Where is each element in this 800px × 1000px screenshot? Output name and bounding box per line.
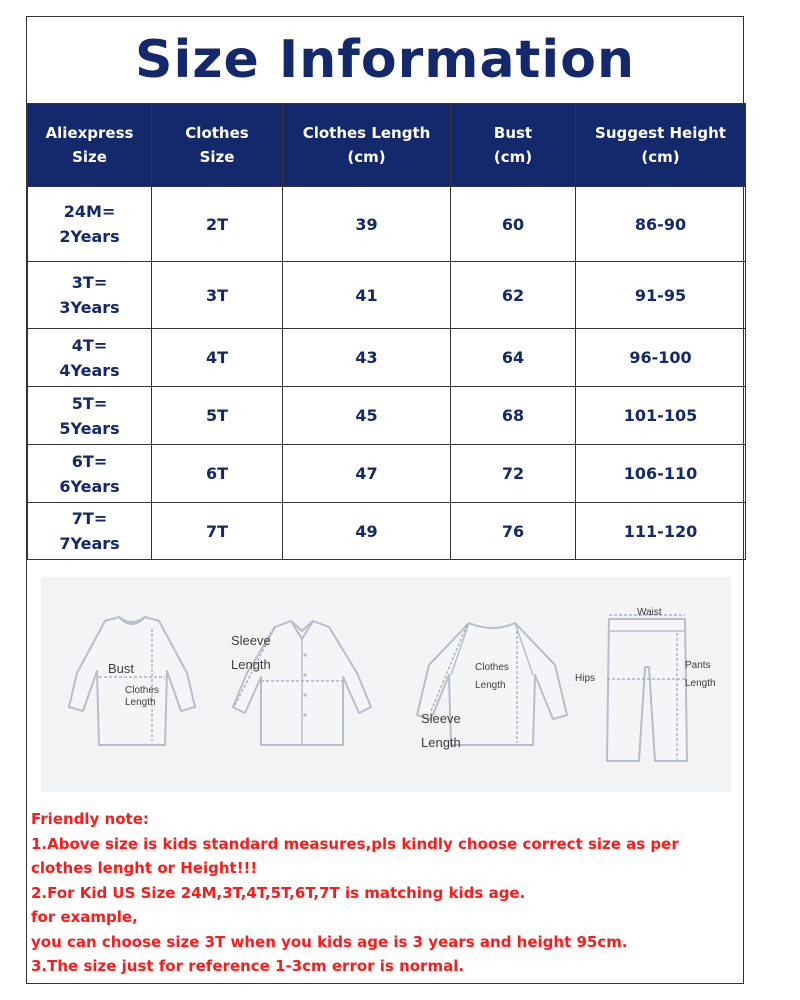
note-line-5: 3.The size just for reference 1-3cm error is normal.: [31, 957, 465, 975]
measurement-illustration: [41, 577, 731, 792]
note-line-1b: clothes lenght or Height!!!: [31, 859, 258, 877]
note-line-4: you can choose size 3T when you kids age is 3 years and height 95cm.: [31, 932, 628, 951]
cell-clothes-length: 39: [283, 187, 451, 262]
size-table: [27, 103, 746, 560]
header-suggest-height: Suggest Height (cm): [576, 104, 746, 187]
note-heading: Friendly note:: [31, 810, 149, 828]
cell-clothes-length: 43: [283, 329, 451, 387]
label-clothes-length-2: Clothes Length: [475, 662, 509, 691]
table-header-row: [28, 104, 746, 187]
table-row: [28, 187, 746, 262]
cell-aliexpress-size: 24M= 2Years: [28, 187, 152, 262]
cell-bust: 62: [451, 262, 576, 329]
cell-suggest-height: 91-95: [576, 262, 746, 329]
header-clothes-size: Clothes Size: [152, 104, 283, 187]
header-bust: Bust (cm): [451, 104, 576, 187]
cell-aliexpress-size: 3T= 3Years: [28, 262, 152, 329]
cell-bust: 64: [451, 329, 576, 387]
cell-clothes-size: 7T: [152, 503, 283, 560]
cell-bust: 72: [451, 445, 576, 503]
note-line-3: for example,: [31, 908, 138, 926]
cell-clothes-size: 6T: [152, 445, 283, 503]
cell-clothes-length: 41: [283, 262, 451, 329]
page-title: Size Information: [135, 30, 635, 90]
label-waist: Waist: [637, 607, 662, 618]
cell-bust: 68: [451, 387, 576, 445]
cell-suggest-height: 96-100: [576, 329, 746, 387]
table-row: [28, 329, 746, 387]
table-row: [28, 445, 746, 503]
label-sleeve-length: Sleeve Length: [231, 633, 271, 672]
cell-clothes-length: 45: [283, 387, 451, 445]
cell-suggest-height: 86-90: [576, 187, 746, 262]
cell-clothes-size: 5T: [152, 387, 283, 445]
label-bust: Bust: [108, 661, 135, 676]
pants-drawing: [597, 613, 697, 769]
header-aliexpress-size: Aliexpress Size: [28, 104, 152, 187]
cell-bust: 76: [451, 503, 576, 560]
label-pants-length: Pants Length: [685, 660, 716, 689]
cell-clothes-size: 3T: [152, 262, 283, 329]
cell-clothes-size: 2T: [152, 187, 283, 262]
note-line-2: 2.For Kid US Size 24M,3T,4T,5T,6T,7T is matching kids age.: [31, 883, 526, 902]
table-row: [28, 262, 746, 329]
cell-clothes-length: 49: [283, 503, 451, 560]
cell-clothes-size: 4T: [152, 329, 283, 387]
cell-bust: 60: [451, 187, 576, 262]
cell-aliexpress-size: 6T= 6Years: [28, 445, 152, 503]
table-row: [28, 503, 746, 560]
label-sleeve-length-2: Sleeve Length: [421, 711, 461, 750]
friendly-note: [31, 807, 741, 979]
cell-clothes-length: 47: [283, 445, 451, 503]
note-line-1a: 1.Above size is kids standard measures,pls kindly choose correct size as per: [31, 834, 679, 853]
header-clothes-length: Clothes Length (cm): [283, 104, 451, 187]
table-row: [28, 387, 746, 445]
size-chart-frame: [26, 16, 744, 984]
cell-suggest-height: 106-110: [576, 445, 746, 503]
label-hips: Hips: [575, 673, 596, 684]
cell-suggest-height: 101-105: [576, 387, 746, 445]
label-clothes-length: Clothes Length: [125, 685, 159, 708]
cell-aliexpress-size: 5T= 5Years: [28, 387, 152, 445]
cell-suggest-height: 111-120: [576, 503, 746, 560]
cell-aliexpress-size: 4T= 4Years: [28, 329, 152, 387]
cell-aliexpress-size: 7T= 7Years: [28, 503, 152, 560]
tshirt-drawing: [57, 607, 207, 757]
